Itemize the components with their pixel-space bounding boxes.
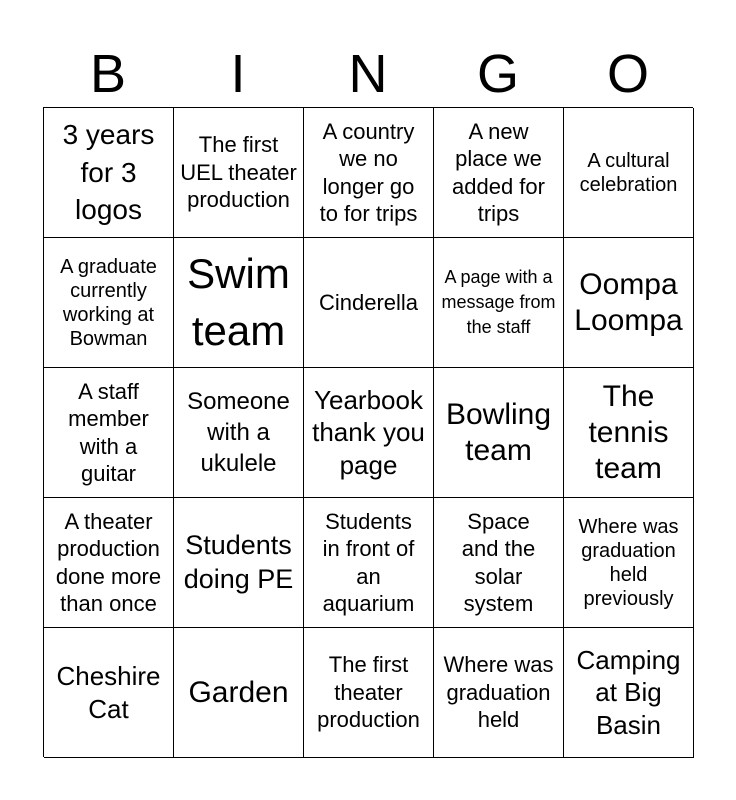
bingo-cell[interactable]: [304, 368, 434, 498]
cell-text: The first UEL theater production: [180, 132, 297, 213]
cell-text: 3 years for 3 logos: [62, 118, 155, 226]
bingo-cell[interactable]: [44, 628, 174, 758]
bingo-cell[interactable]: [44, 108, 174, 238]
bingo-header: [43, 40, 693, 108]
cell-text: A theater production done more than once: [55, 508, 162, 616]
bingo-cell[interactable]: [174, 498, 304, 628]
cell-text: Space and the solar system: [461, 508, 536, 616]
cell-text: A page with a message from the staff: [441, 267, 556, 337]
bingo-cell[interactable]: [564, 498, 694, 628]
cell-text: Swim team: [187, 249, 290, 354]
cell-text: Students in front of an aquarium: [322, 508, 415, 616]
cell-text: A graduate currently working at Bowman: [60, 255, 157, 350]
bingo-cell[interactable]: [304, 498, 434, 628]
cell-text: Where was graduation held: [443, 652, 554, 733]
bingo-cell[interactable]: [434, 368, 564, 498]
header-letter-o: O: [606, 44, 649, 104]
cell-text: Cheshire Cat: [56, 661, 161, 724]
cell-text: A staff member with a guitar: [68, 378, 149, 486]
cell-text: Camping at Big Basin: [576, 644, 681, 740]
bingo-cell[interactable]: [44, 368, 174, 498]
bingo-cell[interactable]: [564, 628, 694, 758]
bingo-cell[interactable]: [44, 498, 174, 628]
header-letter-n: N: [348, 44, 388, 104]
cell-text: The first theater production: [317, 652, 420, 733]
bingo-cell[interactable]: [564, 238, 694, 368]
header-letter-i: I: [230, 44, 246, 104]
bingo-cell[interactable]: [434, 498, 564, 628]
cell-text: Students doing PE: [183, 529, 294, 594]
bingo-cell[interactable]: [174, 108, 304, 238]
bingo-cell[interactable]: [174, 368, 304, 498]
cell-text: A new place we added for trips: [452, 118, 545, 226]
bingo-cell[interactable]: [44, 238, 174, 368]
header-letter-g: G: [476, 44, 519, 104]
cell-text: Bowling team: [445, 397, 552, 467]
bingo-cell[interactable]: [434, 108, 564, 238]
cell-text: Where was graduation held previously: [578, 515, 679, 610]
cell-text: A country we no longer go to for trips: [319, 118, 418, 226]
header-letter-b: B: [89, 44, 127, 104]
bingo-cell[interactable]: [434, 238, 564, 368]
cell-text: Someone with a ukulele: [187, 387, 290, 478]
bingo-cell[interactable]: [304, 238, 434, 368]
bingo-cell[interactable]: [174, 238, 304, 368]
cell-text: Garden: [188, 675, 289, 709]
cell-text: Oompa Loompa: [574, 267, 683, 337]
cell-text: Yearbook thank you page: [312, 384, 425, 480]
bingo-cell[interactable]: [564, 108, 694, 238]
cell-text: The tennis team: [588, 379, 669, 485]
cell-text: Cinderella: [318, 289, 419, 315]
bingo-cell[interactable]: [304, 628, 434, 758]
cell-text: A cultural celebration: [579, 149, 678, 196]
bingo-board: [43, 107, 693, 757]
bingo-cell[interactable]: [304, 108, 434, 238]
bingo-cell[interactable]: [434, 628, 564, 758]
bingo-cell[interactable]: [174, 628, 304, 758]
bingo-cell[interactable]: [564, 368, 694, 498]
